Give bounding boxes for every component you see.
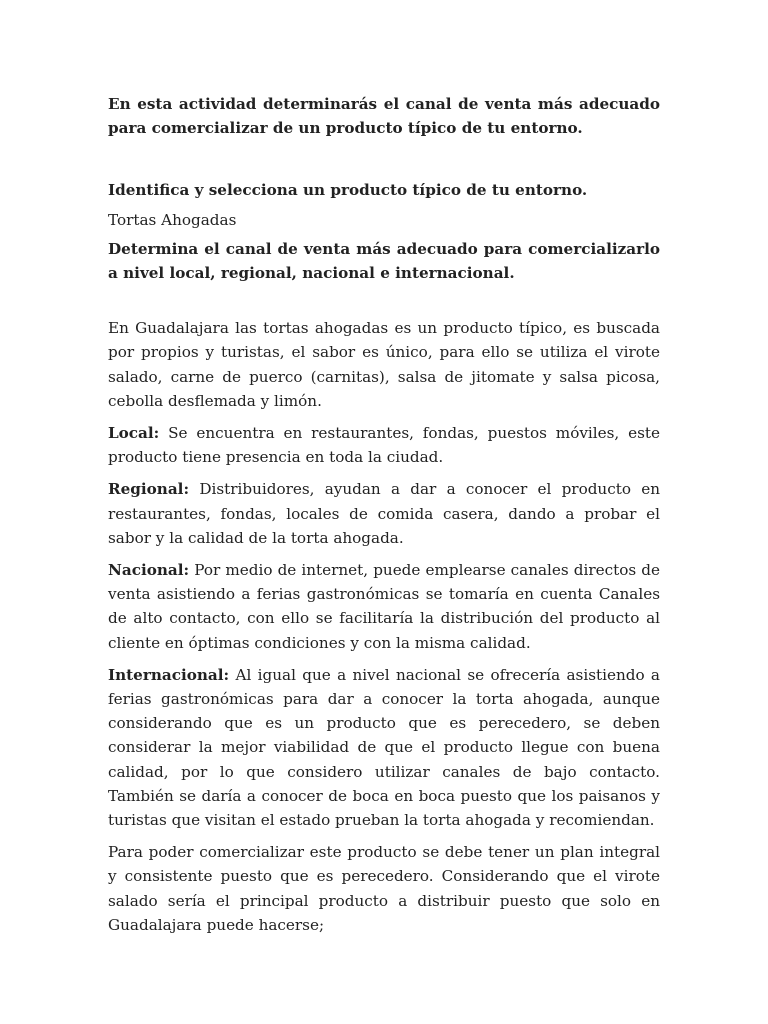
answer-product: Tortas Ahogadas (108, 210, 237, 229)
paragraph-local (108, 421, 660, 469)
label-internacional: Internacional: (108, 665, 230, 684)
task-identify-product: Identifica y selecciona un producto típico de tu entorno. (108, 181, 588, 200)
label-nacional: Nacional: (108, 561, 190, 580)
paragraph-intro-guadalajara: En Guadalajara las tortas ahogadas es un producto típico, es buscada por propios y turistas, el sabor es único, para ello se utiliza el virote salado, carne de puerco (carnitas), salsa de jitomate y salsa picosa, cebolla desflemada y limón. (108, 319, 660, 410)
task-sales-channel: Determina el canal de venta más adecuado para comercializarlo a nivel local, regional, nacional e internacional. (108, 239, 660, 283)
paragraph-final: Para poder comercializar este producto se debe tener un plan integral y consistente puesto que es perecedero. Considerando que el virote salado sería el principal producto a distribuir puesto que solo en Guadalajara puede hacerse; (108, 843, 660, 934)
text-regional: Distribuidores, ayudan a dar a conocer el producto en restaurantes, fondas, locales de comida casera, dando a probar el sabor y la calidad de la torta ahogada. (108, 480, 660, 547)
paragraph-regional (108, 477, 660, 550)
text-local: Se encuentra en restaurantes, fondas, puestos móviles, este producto tiene presencia en toda la ciudad. (108, 424, 660, 467)
paragraph-nacional (108, 558, 660, 655)
label-regional: Regional: (108, 480, 190, 499)
label-local: Local: (108, 424, 160, 443)
text-internacional: Al igual que a nivel nacional se ofrecería asistiendo a ferias gastronómicas para dar a conocer la torta ahogada, aunque considerando que es un producto que es perecedero, se deben considerar la mejor viabilidad de que el producto llegue con buena calidad, por lo que considero utilizar canales de bajo contacto. También se daría a conocer de boca en boca puesto que los paisanos y turistas que visitan el estado prueban la torta ahogada y recomiendan. (108, 665, 660, 830)
text-nacional: Por medio de internet, puede emplearse canales directos de venta asistiendo a ferias gastronómicas se tomaría en cuenta Canales de alto contacto, con ello se facilitaría la distribución del producto al cliente en óptimas condiciones y con la misma calidad. (108, 561, 660, 652)
intro-instruction: En esta actividad determinarás el canal de venta más adecuado para comercializar de un producto típico de tu entorno. (108, 95, 660, 138)
paragraph-internacional (108, 663, 660, 832)
